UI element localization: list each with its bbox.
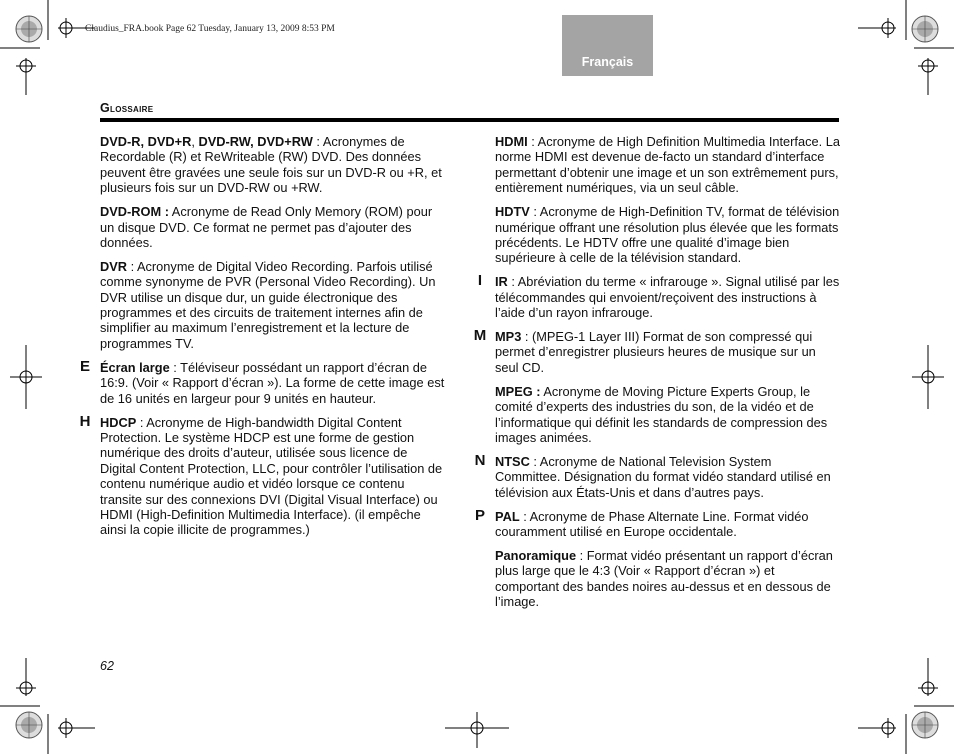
- glossary-entry-dvr: [100, 259, 445, 351]
- entry-term: DVR: [100, 258, 128, 274]
- bottom-center-mark: [445, 704, 509, 754]
- entry-definition: : Abréviation du terme « infrarouge ». Signal utilisé par les télécommandes qui envoient/reçoivent des instructions à l’aide d’un rayon infrarouge.: [495, 274, 840, 321]
- entry-term: NTSC: [495, 453, 530, 469]
- glossary-entry-mpeg: [495, 384, 840, 446]
- glossary-entry-mp3: [473, 326, 840, 375]
- side-mark-right: [904, 345, 954, 409]
- glossary-entry-panoramique: [495, 548, 840, 610]
- entry-definition: : Format vidéo présentant un rapport d’écran plus large que le 4:3 (Voir « Rapport d’écran ») et comportant des bandes noires au-dessus et en dessous de l’image.: [495, 547, 833, 610]
- right-column: [473, 134, 840, 618]
- entry-term: DVD-ROM :: [100, 204, 169, 220]
- corner-mark-bottom-left: [0, 644, 110, 754]
- language-tab: [562, 15, 653, 76]
- glossary-entry-dvd-rom: [100, 204, 445, 250]
- glossary-entry-ir: [477, 272, 840, 321]
- section-letter-i: I: [477, 272, 483, 290]
- glossary-entry-hdtv: [495, 204, 840, 266]
- header-rule: [100, 118, 839, 122]
- glossary-entry-pal: [474, 506, 840, 540]
- page-number: 62: [100, 659, 114, 673]
- left-column: [79, 134, 445, 546]
- entry-term: HDMI: [495, 134, 528, 149]
- entry-term-2: DVD-RW, DVD+RW: [198, 134, 313, 149]
- corner-mark-top-left: [0, 0, 110, 110]
- corner-mark-bottom-right: [844, 644, 954, 754]
- entry-definition: Acronyme de Moving Picture Experts Group, le comité d’experts des industries du son, de la vidéo et de l’informatique qui définit les standards de compression des images animées.: [495, 383, 828, 445]
- entry-definition: : Acronyme de High-bandwidth Digital Content Protection. Le système HDCP est une forme de gestion numérique des droits d’auteur, utilisée sous licence de Digital Content Protection, LLC, pour contrôler l’utilisation de contenu numérique audio et vidéo lorsque ce contenu transite sur des connexions DVI (Digital Visual Interface) ou HDMI (High-Definition Multimedia Interface). (il empêche ainsi la copie illicite de programmes.): [100, 414, 443, 538]
- entry-definition: : Acronyme de High Definition Multimedia Interface. La norme HDMI est devenue de-facto un standard d’interface permettant d’obtenir une image et un son extrêmement purs, entièrement numériques, via un seul câble.: [495, 134, 840, 196]
- glossary-entry-hdmi: [495, 134, 840, 196]
- entry-definition: : Acronyme de High-Definition TV, format de télévision numérique offrant une résolution plus élevée que les formats précédents. Le HDTV offre une qualité d’image bien supérieure à celle de la télévision standard.: [495, 204, 840, 266]
- glossary-entry-ecran-large: [79, 357, 445, 406]
- entry-term: IR: [495, 274, 508, 290]
- entry-term: PAL: [495, 508, 520, 524]
- section-letter-n: N: [474, 451, 486, 469]
- section-letter-m: M: [473, 326, 487, 344]
- book-header: Claudius_FRA.book Page 62 Tuesday, January 13, 2009 8:53 PM: [85, 24, 335, 34]
- section-letter-h: H: [79, 412, 91, 430]
- entry-term: DVD-R, DVD+R: [100, 134, 192, 149]
- entry-term: MP3: [495, 328, 522, 344]
- section-letter-e: E: [79, 357, 90, 375]
- glossary-entry-ntsc: [474, 451, 840, 500]
- entry-term: Écran large: [100, 359, 170, 375]
- entry-definition: : Acronymes de Recordable (R) et ReWriteable (RW) DVD. Des données peuvent être gravées une seule fois sur un DVD-R ou +R, et plusieurs fois sur un DVD-RW ou +RW.: [100, 134, 442, 196]
- corner-mark-top-right: [844, 0, 954, 110]
- section-title: Glossaire: [100, 101, 154, 115]
- glossary-entry-dvd-r: [100, 134, 445, 196]
- entry-term: HDTV: [495, 204, 530, 220]
- entry-term: Panoramique: [495, 547, 577, 563]
- entry-definition: : Acronyme de Phase Alternate Line. Format vidéo couramment utilisé en Europe occidentale.: [495, 508, 809, 539]
- entry-separator: ,: [191, 134, 199, 149]
- entry-definition: : (MPEG-1 Layer III) Format de son compressé qui permet d’enregistrer plusieurs heures de musique sur un seul CD.: [495, 328, 816, 375]
- entry-term: HDCP: [100, 414, 137, 430]
- entry-definition: : Acronyme de Digital Video Recording. Parfois utilisé comme synonyme de PVR (Personal Video Recording). Un DVR utilise un disque dur, un guide électronique des programmes et des circuits de traitement internes afin de simplifier au maximum l’enregistrement et la lecture de programmes TV.: [100, 258, 436, 351]
- section-letter-p: P: [474, 506, 485, 524]
- language-tab-label: Français: [581, 55, 634, 69]
- entry-definition: Acronyme de Read Only Memory (ROM) pour un disque DVD. Ce format ne permet pas d’ajouter des données.: [100, 204, 433, 250]
- entry-definition: : Téléviseur possédant un rapport d’écran de 16:9. (Voir « Rapport d’écran »). La forme de cette image est de 16 unités en largeur pour 9 unités en hauteur.: [100, 359, 445, 406]
- entry-definition: : Acronyme de National Television System Committee. Désignation du format vidéo standard utilisé en télévision aux États-Unis et dans d’autres pays.: [495, 453, 831, 500]
- side-mark-left: [0, 345, 50, 409]
- glossary-entry-hdcp: [79, 412, 445, 538]
- entry-term: MPEG :: [495, 383, 541, 399]
